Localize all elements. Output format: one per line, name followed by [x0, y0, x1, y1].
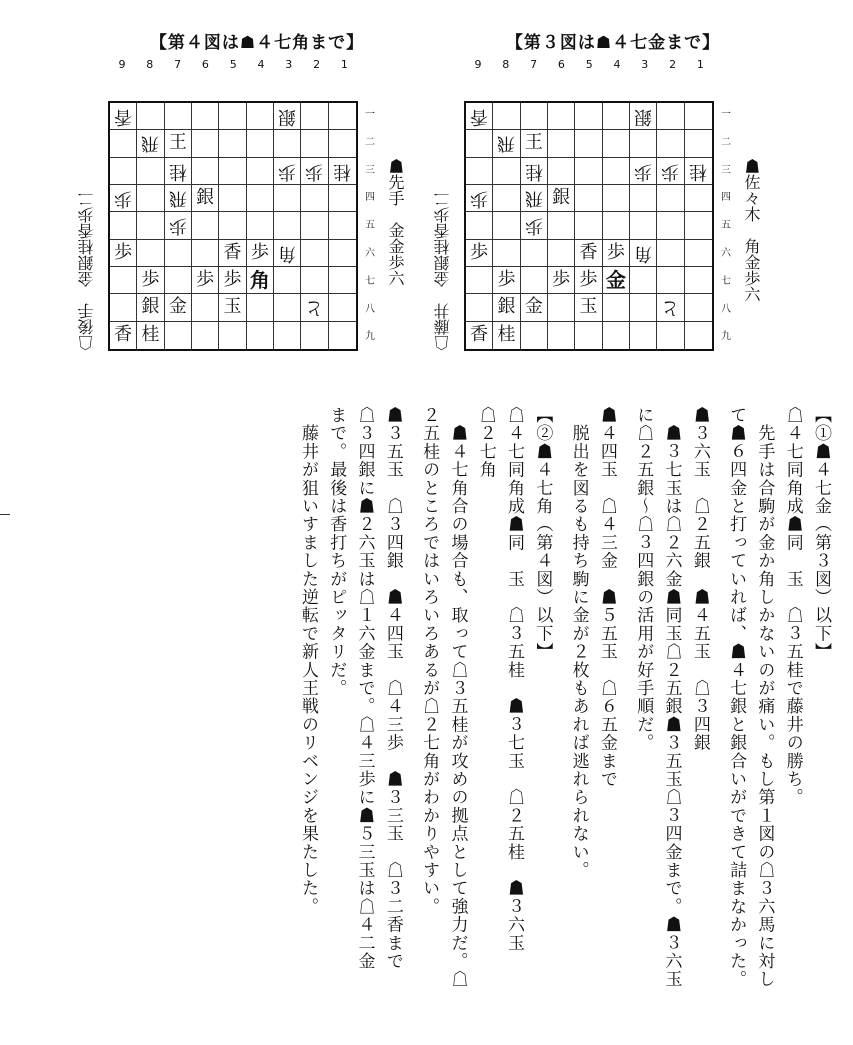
- board-square: [274, 294, 301, 321]
- board-square: [219, 212, 246, 239]
- board-square: [685, 267, 712, 294]
- board-piece: 歩: [137, 267, 164, 294]
- margin-mark: [0, 514, 10, 515]
- gote-hand: ☖後手 金銀桂香歩二: [77, 191, 96, 351]
- row-labels: [719, 101, 733, 351]
- board-square: [274, 212, 301, 239]
- board-square: [521, 322, 548, 349]
- article-line: ☗４四玉 ☖４三金 ☗５五玉 ☖６五金まで: [596, 406, 617, 789]
- article-line: 藤井が狙いすました逆転で新人王戦のリベンジを果たした。: [297, 406, 318, 916]
- board-piece: 歩: [657, 158, 684, 185]
- board-square: [165, 103, 192, 130]
- board-square: [329, 103, 356, 130]
- row-label: 四: [365, 192, 375, 204]
- row-label: 八: [365, 303, 375, 315]
- row-label: 六: [365, 248, 375, 259]
- board-square: [466, 130, 493, 157]
- board-square: [301, 185, 328, 212]
- board-piece: 王: [521, 130, 548, 157]
- row-label: 一: [721, 109, 731, 120]
- board-square: [466, 212, 493, 239]
- board-square: [301, 130, 328, 157]
- column-label: 7: [174, 58, 182, 71]
- board-square: [493, 103, 520, 130]
- board-piece: 角: [247, 267, 274, 294]
- row-label: 三: [721, 164, 731, 176]
- board-square: [548, 158, 575, 185]
- board-square: [493, 212, 520, 239]
- board-square: [657, 322, 684, 349]
- board-square: [301, 212, 328, 239]
- board-square: [685, 240, 712, 267]
- article-line: 先手は合駒が金か角しかないのが痛い。もし第１図の☖３六馬に対し: [754, 406, 775, 989]
- board-square: [329, 130, 356, 157]
- board-square: [685, 103, 712, 130]
- board-square: [110, 212, 137, 239]
- article-line: ☖２七角: [475, 406, 496, 479]
- board-square: [192, 103, 219, 130]
- board-square: [247, 294, 274, 321]
- board-piece: 玉: [575, 294, 602, 321]
- board-piece: 金: [521, 294, 548, 321]
- board-piece: 歩: [274, 158, 301, 185]
- board-square: [301, 267, 328, 294]
- diagram-title: 【第４図は☗４七角まで】: [149, 33, 365, 53]
- article-line: ☗３五玉 ☖３四銀 ☗４四玉 ☖４三歩 ☗３三玉 ☖３二香まで: [382, 406, 403, 971]
- column-label: 6: [201, 58, 209, 71]
- board-square: [548, 322, 575, 349]
- board-square: [137, 185, 164, 212]
- board-square: [274, 322, 301, 349]
- board-square: [165, 240, 192, 267]
- row-label: 七: [365, 275, 375, 287]
- board-piece: 王: [165, 130, 192, 157]
- row-label: 八: [721, 303, 731, 315]
- board-piece: 飛: [493, 130, 520, 157]
- board-square: [548, 240, 575, 267]
- board-square: [192, 130, 219, 157]
- board-square: [110, 294, 137, 321]
- article-line: [714, 406, 722, 1026]
- column-labels: [108, 58, 358, 72]
- board-piece: 香: [110, 103, 137, 130]
- board-square: [685, 130, 712, 157]
- board-square: [329, 185, 356, 212]
- board-square: [219, 158, 246, 185]
- board-square: [247, 212, 274, 239]
- column-label: 4: [257, 58, 265, 71]
- column-label: 9: [474, 58, 482, 71]
- column-label: 2: [669, 58, 677, 71]
- board-square: [466, 158, 493, 185]
- board-piece: 歩: [466, 240, 493, 267]
- board-square: [247, 130, 274, 157]
- board-piece: 玉: [219, 294, 246, 321]
- diagram-title: 【第３図は☗４七金まで】: [505, 33, 721, 53]
- article-line: ２五桂のところではいろいろあるが☖２七角がわかりやすい。: [419, 406, 440, 916]
- board-piece: 歩: [219, 267, 246, 294]
- board-piece: 角: [630, 240, 657, 267]
- board-square: [110, 158, 137, 185]
- board-square: [685, 294, 712, 321]
- board-square: [685, 185, 712, 212]
- board-square: [137, 103, 164, 130]
- board-piece: 歩: [521, 212, 548, 239]
- row-label: 五: [721, 220, 731, 232]
- board-piece: 歩: [247, 240, 274, 267]
- board-square: [575, 103, 602, 130]
- article-line: て☗６四金と打っていれば、☗４七銀と銀合いができて詰まなかった。: [726, 406, 747, 989]
- board-square: [657, 130, 684, 157]
- board-square: [192, 322, 219, 349]
- board-piece: 香: [466, 103, 493, 130]
- board-piece: 飛: [137, 130, 164, 157]
- board-square: [657, 240, 684, 267]
- row-label: 二: [365, 136, 375, 148]
- board-square: [192, 158, 219, 185]
- board-piece: 飛: [521, 185, 548, 212]
- board-square: [137, 212, 164, 239]
- board-square: [575, 185, 602, 212]
- board-piece: 飛: [165, 185, 192, 212]
- column-label: 8: [502, 58, 510, 71]
- article-line: ☗３六玉 ☖２五銀 ☗４五玉 ☖３四銀: [689, 406, 710, 752]
- column-label: 9: [118, 58, 126, 71]
- row-labels: [363, 101, 377, 351]
- section-heading: 【①☗４七金（第３図）以下】: [811, 406, 831, 661]
- board-square: [137, 240, 164, 267]
- board-square: [329, 212, 356, 239]
- board-piece: と: [301, 294, 328, 321]
- article-line: [556, 406, 564, 1026]
- board-piece: 歩: [575, 267, 602, 294]
- board-piece: 銀: [274, 103, 301, 130]
- board-piece: と: [657, 294, 684, 321]
- board-square: [521, 267, 548, 294]
- diagram-4: [77, 28, 437, 358]
- sente-hand: ☗佐々木 角金歩六: [742, 158, 761, 302]
- row-label: 三: [365, 164, 375, 176]
- row-label: 五: [365, 220, 375, 232]
- board-piece: 桂: [165, 158, 192, 185]
- board-square: [219, 130, 246, 157]
- board-square: [630, 185, 657, 212]
- board-piece: 香: [110, 322, 137, 349]
- board-piece: 歩: [110, 185, 137, 212]
- board-square: [329, 267, 356, 294]
- board-square: [493, 185, 520, 212]
- board-square: [247, 158, 274, 185]
- board-square: [548, 130, 575, 157]
- board-square: [603, 130, 630, 157]
- board-square: [165, 267, 192, 294]
- column-label: 1: [340, 58, 348, 71]
- board-piece: 香: [575, 240, 602, 267]
- board-square: [110, 130, 137, 157]
- board-piece: 歩: [603, 240, 630, 267]
- column-label: 5: [585, 58, 593, 71]
- board-square: [603, 103, 630, 130]
- board-piece: 桂: [685, 158, 712, 185]
- board-square: [657, 212, 684, 239]
- board-square: [521, 103, 548, 130]
- board-square: [219, 103, 246, 130]
- board-piece: 銀: [192, 185, 219, 212]
- board-piece: 香: [466, 322, 493, 349]
- board-square: [219, 322, 246, 349]
- row-label: 七: [721, 275, 731, 287]
- board-square: [575, 322, 602, 349]
- article-line: ☖４七同角成☗同 玉 ☖３五桂 ☗３七玉 ☖２五桂 ☗３六玉: [504, 406, 525, 952]
- column-labels: [464, 58, 714, 72]
- column-label: 7: [530, 58, 538, 71]
- article-line: ☖４七同角成☗同 玉 ☖３五桂で藤井の勝ち。: [782, 406, 803, 807]
- board-square: [165, 322, 192, 349]
- article-line: ☗３七玉は☖２六金☗同玉☖２五銀☗３五玉☖３四金まで。☗３六玉: [661, 406, 682, 989]
- board-piece: 香: [219, 240, 246, 267]
- board-square: [603, 185, 630, 212]
- board-square: [274, 185, 301, 212]
- column-label: 6: [557, 58, 565, 71]
- board-piece: 桂: [493, 322, 520, 349]
- board-square: [685, 322, 712, 349]
- board-piece: 銀: [137, 294, 164, 321]
- board-piece: 金: [165, 294, 192, 321]
- board-square: [247, 185, 274, 212]
- board-square: [192, 212, 219, 239]
- board-square: [575, 130, 602, 157]
- board-piece: 歩: [548, 267, 575, 294]
- board-square: [247, 103, 274, 130]
- article-line: ☗４七角合の場合も、取って☖３五桂が攻めの拠点として強力だ。☖: [447, 406, 468, 989]
- board-piece: 金: [603, 267, 630, 294]
- board-square: [575, 158, 602, 185]
- board-square: [630, 212, 657, 239]
- board-square: [603, 212, 630, 239]
- diagram-3: [433, 28, 793, 358]
- board-piece: 歩: [301, 158, 328, 185]
- board-square: [329, 322, 356, 349]
- board-square: [301, 103, 328, 130]
- shogi-board: [108, 101, 358, 351]
- board-square: [493, 240, 520, 267]
- board-square: [575, 212, 602, 239]
- board-square: [247, 322, 274, 349]
- board-piece: 歩: [110, 240, 137, 267]
- board-piece: 歩: [493, 267, 520, 294]
- board-square: [274, 267, 301, 294]
- board-square: [548, 212, 575, 239]
- board-square: [219, 185, 246, 212]
- board-square: [630, 294, 657, 321]
- article-line: に☖２五銀〜☖３四銀の活用が好手順だ。: [633, 406, 654, 752]
- board-square: [329, 240, 356, 267]
- article-line: 脱出を図るも持ち駒に金が２枚もあれば逃れられない。: [568, 406, 589, 880]
- board-square: [521, 240, 548, 267]
- board-square: [192, 294, 219, 321]
- board-square: [630, 322, 657, 349]
- board-square: [301, 322, 328, 349]
- column-label: 4: [613, 58, 621, 71]
- column-label: 3: [285, 58, 293, 71]
- board-piece: 歩: [466, 185, 493, 212]
- board-square: [630, 130, 657, 157]
- row-label: 一: [365, 109, 375, 120]
- board-square: [603, 294, 630, 321]
- gote-hand: ☖藤井 金銀桂香歩二: [433, 191, 452, 351]
- board-square: [603, 158, 630, 185]
- column-label: 8: [146, 58, 154, 71]
- board-square: [657, 103, 684, 130]
- board-piece: 歩: [192, 267, 219, 294]
- board-square: [630, 267, 657, 294]
- board-square: [657, 267, 684, 294]
- article-line: [407, 406, 415, 1026]
- board-square: [110, 267, 137, 294]
- row-label: 六: [721, 248, 731, 259]
- board-piece: 銀: [493, 294, 520, 321]
- board-piece: 歩: [165, 212, 192, 239]
- board-square: [192, 240, 219, 267]
- board-piece: 歩: [630, 158, 657, 185]
- row-label: 九: [365, 331, 375, 343]
- board-piece: 角: [274, 240, 301, 267]
- row-label: 九: [721, 331, 731, 343]
- board-piece: 桂: [137, 322, 164, 349]
- column-label: 1: [696, 58, 704, 71]
- sente-hand: ☗先手 金金歩六: [386, 158, 405, 286]
- board-square: [466, 294, 493, 321]
- board-square: [548, 294, 575, 321]
- article-line: まで。最後は香打ちがピッタリだ。: [326, 406, 347, 698]
- row-label: 二: [721, 136, 731, 148]
- board-square: [466, 267, 493, 294]
- board-square: [603, 322, 630, 349]
- section-heading: 【②☗４七角（第４図）以下】: [532, 406, 553, 661]
- board-square: [329, 294, 356, 321]
- column-label: 3: [641, 58, 649, 71]
- board-square: [548, 103, 575, 130]
- board-piece: 銀: [548, 185, 575, 212]
- board-square: [493, 158, 520, 185]
- column-label: 5: [229, 58, 237, 71]
- board-piece: 桂: [521, 158, 548, 185]
- board-piece: 桂: [329, 158, 356, 185]
- board-square: [685, 212, 712, 239]
- board-piece: 銀: [630, 103, 657, 130]
- board-square: [657, 185, 684, 212]
- article-line: [621, 406, 629, 1026]
- row-label: 四: [721, 192, 731, 204]
- board-square: [274, 130, 301, 157]
- board-square: [137, 158, 164, 185]
- article-line: ☖３四銀に☗２六玉は☖１六金まで。☖４三歩に☗５三玉は☖４二金: [354, 406, 375, 971]
- board-square: [301, 240, 328, 267]
- column-label: 2: [313, 58, 321, 71]
- shogi-board: [464, 101, 714, 351]
- article-body: [35, 406, 835, 1026]
